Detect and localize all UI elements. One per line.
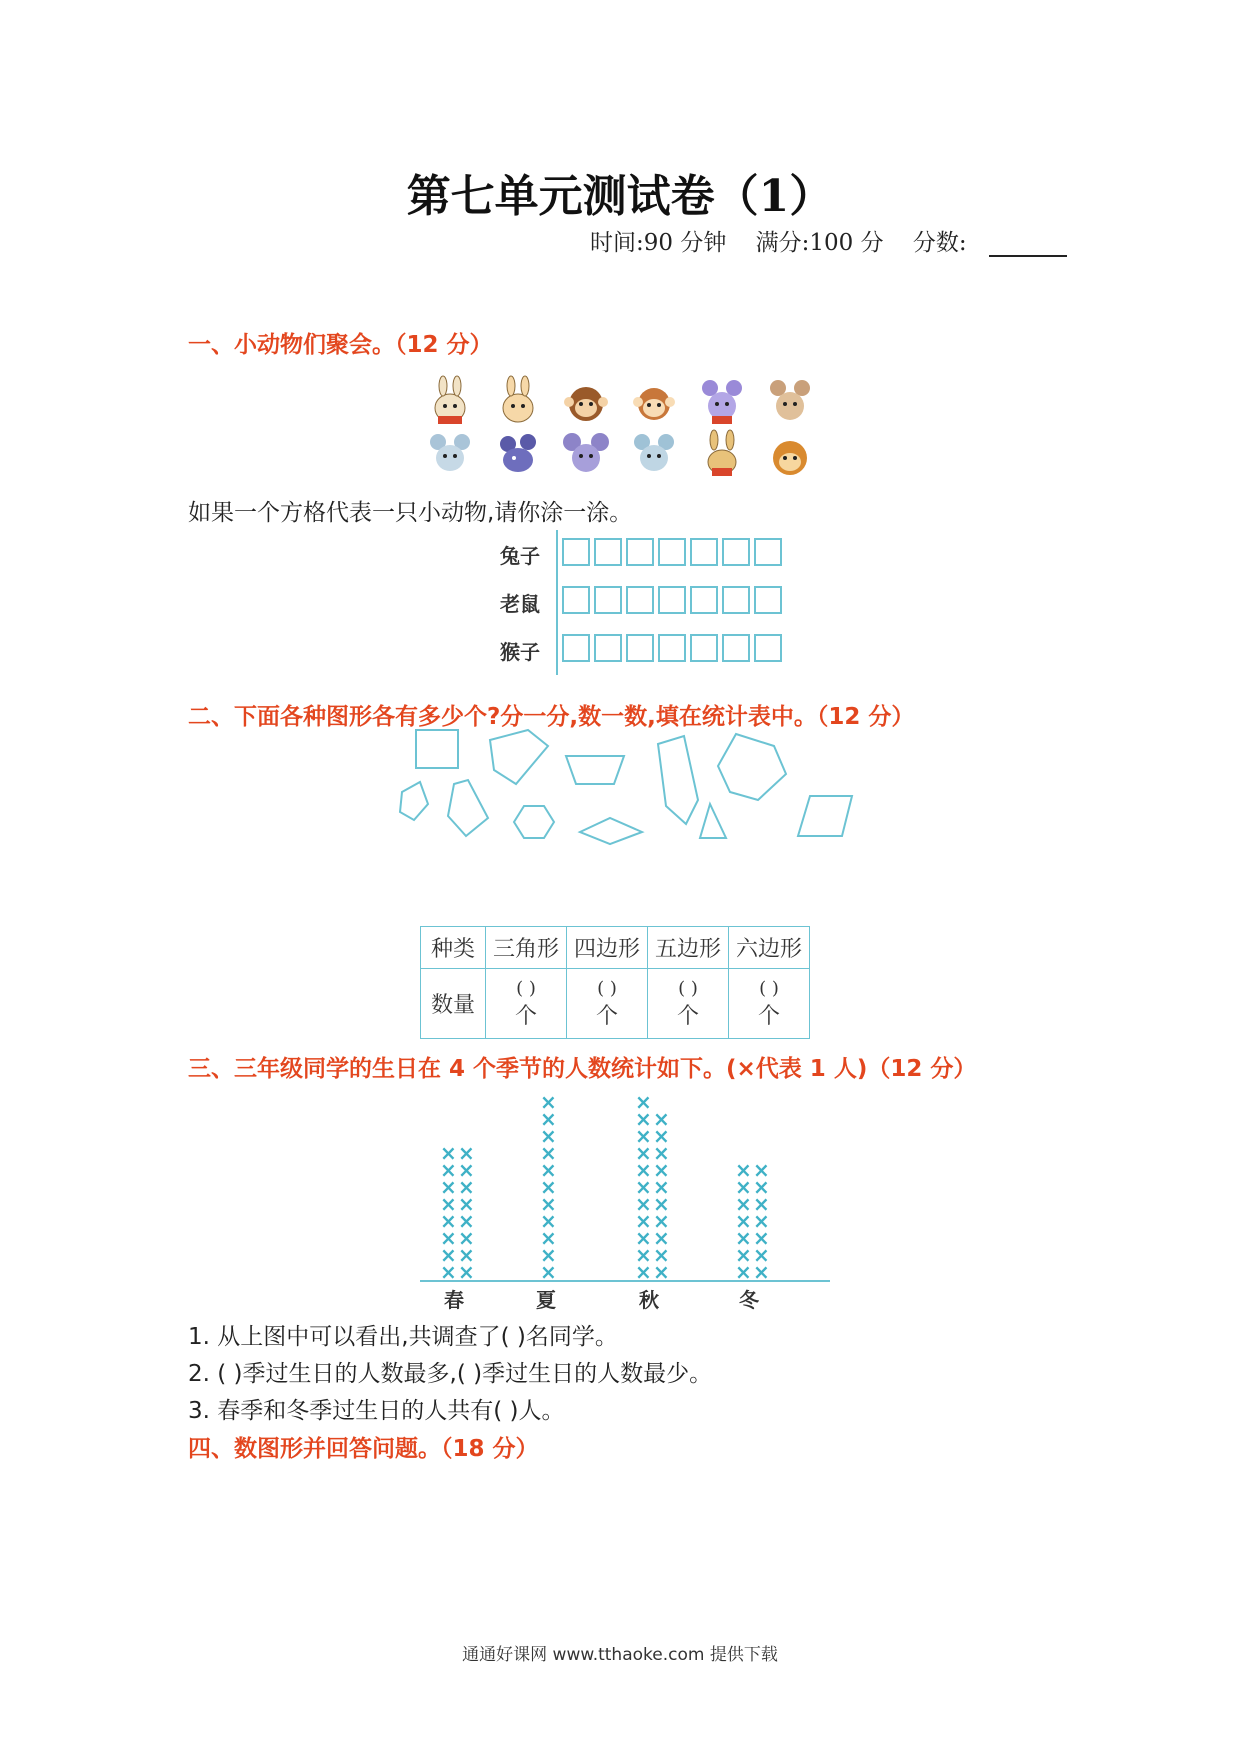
table-header-cell: 六边形 bbox=[729, 927, 810, 969]
pictograph-mark: × bbox=[635, 1107, 652, 1131]
pictograph-mark: × bbox=[540, 1209, 557, 1233]
pictograph-mark: × bbox=[440, 1209, 457, 1233]
pictograph-mark: × bbox=[540, 1090, 557, 1114]
question-3: 3. 春季和冬季过生日的人共有( )人。 bbox=[188, 1398, 565, 1424]
pictograph-mark: × bbox=[540, 1124, 557, 1148]
pictograph-mark: × bbox=[753, 1158, 770, 1182]
grid-cell[interactable] bbox=[626, 586, 654, 614]
pictograph-mark: × bbox=[440, 1226, 457, 1250]
pictograph-mark: × bbox=[440, 1260, 457, 1284]
animal-gathering bbox=[420, 372, 840, 482]
grid-cell[interactable] bbox=[658, 634, 686, 662]
quad-shape bbox=[658, 736, 698, 824]
pictograph-mark: × bbox=[653, 1124, 670, 1148]
question-2: 2. ( )季过生日的人数最多,( )季过生日的人数最少。 bbox=[188, 1361, 713, 1387]
pictograph-mark: × bbox=[653, 1260, 670, 1284]
unit-label: 个 bbox=[514, 1003, 537, 1029]
grid-cell[interactable] bbox=[722, 634, 750, 662]
pictograph-mark: × bbox=[653, 1209, 670, 1233]
grid-cell[interactable] bbox=[690, 586, 718, 614]
pictograph-mark: × bbox=[540, 1226, 557, 1250]
hexagon-shape bbox=[514, 806, 554, 838]
pictograph-mark: × bbox=[440, 1243, 457, 1267]
triangle-shape bbox=[700, 804, 726, 838]
season-label: 秋 bbox=[639, 1288, 659, 1312]
pictograph-mark: × bbox=[458, 1175, 475, 1199]
shape-stat-table bbox=[420, 926, 810, 1039]
table-header-cell: 种类 bbox=[421, 927, 486, 969]
pictograph-mark: × bbox=[635, 1260, 652, 1284]
pictograph-mark: × bbox=[540, 1192, 557, 1216]
question-1: 1. 从上图中可以看出,共调查了( )名同学。 bbox=[188, 1324, 618, 1350]
pictograph-mark: × bbox=[635, 1124, 652, 1148]
answer-cell[interactable] bbox=[648, 969, 729, 1039]
mouse-icon bbox=[770, 380, 810, 420]
grid-axis bbox=[556, 530, 558, 675]
table-row-label: 数量 bbox=[421, 969, 486, 1039]
pictograph-mark: × bbox=[635, 1192, 652, 1216]
grid-cell[interactable] bbox=[690, 538, 718, 566]
table-count-row bbox=[421, 969, 810, 1039]
grid-cell[interactable] bbox=[658, 538, 686, 566]
pictograph-mark: × bbox=[540, 1141, 557, 1165]
shape-stat-table-wrap bbox=[420, 926, 810, 1039]
mouse-icon bbox=[563, 433, 609, 472]
score-label: 分数: bbox=[912, 230, 967, 256]
table-header-cell: 三角形 bbox=[486, 927, 567, 969]
pictograph-mark: × bbox=[735, 1175, 752, 1199]
pictograph-mark: × bbox=[458, 1209, 475, 1233]
pictograph-mark: × bbox=[735, 1158, 752, 1182]
answer-paren[interactable]: ( ) bbox=[678, 977, 698, 999]
answer-paren[interactable]: ( ) bbox=[759, 977, 779, 999]
pictograph-mark: × bbox=[458, 1260, 475, 1284]
birthday-pictograph bbox=[410, 1080, 840, 1312]
page-footer: 通通好课网 www.tthaoke.com 提供下载 bbox=[462, 1645, 778, 1665]
grid-cell[interactable] bbox=[594, 634, 622, 662]
exam-meta bbox=[590, 224, 1067, 257]
season-label: 夏 bbox=[536, 1288, 556, 1312]
pictograph-mark: × bbox=[635, 1090, 652, 1114]
pictograph-mark: × bbox=[540, 1243, 557, 1267]
grid-cell[interactable] bbox=[722, 538, 750, 566]
pictograph-mark: × bbox=[440, 1175, 457, 1199]
grid-cell[interactable] bbox=[722, 586, 750, 614]
grid-cell[interactable] bbox=[562, 538, 590, 566]
pictograph-mark: × bbox=[635, 1141, 652, 1165]
pictograph-mark: × bbox=[735, 1192, 752, 1216]
grid-cell[interactable] bbox=[626, 538, 654, 566]
season-label: 春 bbox=[444, 1288, 464, 1312]
mouse-icon bbox=[430, 434, 470, 471]
unit-label: 个 bbox=[676, 1003, 699, 1029]
pictograph-mark: × bbox=[735, 1226, 752, 1250]
pictograph-mark: × bbox=[653, 1243, 670, 1267]
rabbit-icon bbox=[435, 376, 465, 424]
pentagon-shape bbox=[490, 730, 548, 784]
rhombus-shape bbox=[580, 818, 642, 844]
pictograph-mark: × bbox=[540, 1158, 557, 1182]
rabbit-icon bbox=[503, 376, 533, 422]
mouse-icon bbox=[634, 434, 674, 471]
pictograph-mark: × bbox=[635, 1209, 652, 1233]
grid-cell[interactable] bbox=[754, 586, 782, 614]
pictograph-mark: × bbox=[653, 1175, 670, 1199]
grid-row-label: 老鼠 bbox=[500, 592, 540, 616]
pictograph-mark: × bbox=[635, 1226, 652, 1250]
section4-title: 四、数图形并回答问题。（18 分） bbox=[188, 1436, 539, 1462]
pictograph-mark: × bbox=[458, 1192, 475, 1216]
monkey-icon bbox=[773, 441, 807, 475]
table-header-cell: 五边形 bbox=[648, 927, 729, 969]
season-label: 冬 bbox=[739, 1288, 759, 1312]
shapes-svg bbox=[398, 726, 858, 856]
grid-cell[interactable] bbox=[562, 586, 590, 614]
answer-cell[interactable] bbox=[567, 969, 648, 1039]
page-title: 第七单元测试卷（1） bbox=[406, 171, 834, 222]
section2-title: 二、下面各种图形各有多少个?分一分,数一数,填在统计表中。（12 分） bbox=[188, 704, 915, 730]
table-header-row bbox=[421, 927, 810, 969]
pictograph-mark: × bbox=[635, 1243, 652, 1267]
section1-instruction: 如果一个方格代表一只小动物,请你涂一涂。 bbox=[188, 500, 633, 526]
trapezoid-shape bbox=[566, 756, 624, 784]
answer-cell[interactable] bbox=[729, 969, 810, 1039]
unit-label: 个 bbox=[757, 1003, 780, 1029]
grid-cell[interactable] bbox=[594, 538, 622, 566]
answer-paren[interactable]: ( ) bbox=[516, 977, 536, 999]
grid-cell[interactable] bbox=[690, 634, 718, 662]
score-blank[interactable] bbox=[989, 233, 1067, 257]
pictograph-mark: × bbox=[635, 1175, 652, 1199]
pictograph-mark: × bbox=[653, 1226, 670, 1250]
pictograph-mark: × bbox=[753, 1260, 770, 1284]
pictograph-mark: × bbox=[735, 1243, 752, 1267]
pictograph-mark: × bbox=[458, 1243, 475, 1267]
time-limit: 时间:90 分钟 bbox=[590, 230, 727, 256]
pictograph-mark: × bbox=[735, 1260, 752, 1284]
full-score: 满分:100 分 bbox=[755, 230, 884, 256]
pictograph-mark: × bbox=[458, 1158, 475, 1182]
grid-cell[interactable] bbox=[594, 586, 622, 614]
monkey-icon bbox=[564, 387, 608, 421]
quad-shape-2 bbox=[448, 780, 488, 836]
pictograph-mark: × bbox=[458, 1141, 475, 1165]
rabbit-icon bbox=[708, 430, 736, 476]
pictograph-mark: × bbox=[440, 1141, 457, 1165]
grid-cell[interactable] bbox=[562, 634, 590, 662]
pictograph-mark: × bbox=[753, 1192, 770, 1216]
monkey-icon bbox=[633, 388, 675, 420]
table-header-cell: 四边形 bbox=[567, 927, 648, 969]
grid-cell[interactable] bbox=[754, 538, 782, 566]
mouse-icon bbox=[500, 434, 536, 472]
answer-cell[interactable] bbox=[486, 969, 567, 1039]
hexagon-big-shape bbox=[718, 734, 786, 800]
section1-title: 一、小动物们聚会。（12 分） bbox=[188, 332, 493, 358]
grid-row-label: 猴子 bbox=[500, 640, 540, 664]
animal-grid bbox=[500, 530, 800, 680]
pictograph-mark: × bbox=[653, 1141, 670, 1165]
grid-cell[interactable] bbox=[754, 634, 782, 662]
pictograph-mark: × bbox=[540, 1175, 557, 1199]
mouse-icon bbox=[702, 380, 742, 424]
answer-paren[interactable]: ( ) bbox=[597, 977, 617, 999]
pictograph-mark: × bbox=[635, 1158, 652, 1182]
grid-cell[interactable] bbox=[658, 586, 686, 614]
pentagon-small-shape bbox=[400, 782, 428, 820]
pictograph-mark: × bbox=[653, 1107, 670, 1131]
shapes-figure bbox=[398, 726, 858, 856]
grid-row-label: 兔子 bbox=[500, 544, 540, 568]
pictograph-mark: × bbox=[440, 1192, 457, 1216]
pictograph-mark: × bbox=[753, 1243, 770, 1267]
pictograph-mark: × bbox=[753, 1209, 770, 1233]
pictograph-mark: × bbox=[540, 1260, 557, 1284]
pictograph-mark: × bbox=[653, 1192, 670, 1216]
pictograph-mark: × bbox=[440, 1158, 457, 1182]
pictograph-mark: × bbox=[735, 1209, 752, 1233]
grid-cell[interactable] bbox=[626, 634, 654, 662]
square-shape bbox=[416, 730, 458, 768]
unit-label: 个 bbox=[595, 1003, 618, 1029]
pictograph-mark: × bbox=[653, 1158, 670, 1182]
pictograph-mark: × bbox=[540, 1107, 557, 1131]
animal-pictures bbox=[420, 372, 840, 482]
section3-title: 三、三年级同学的生日在 4 个季节的人数统计如下。(×代表 1 人)（12 分） bbox=[188, 1056, 977, 1082]
pictograph-mark: × bbox=[458, 1226, 475, 1250]
parallelogram-shape bbox=[798, 796, 852, 836]
pictograph-mark: × bbox=[753, 1175, 770, 1199]
pictograph-mark: × bbox=[753, 1226, 770, 1250]
